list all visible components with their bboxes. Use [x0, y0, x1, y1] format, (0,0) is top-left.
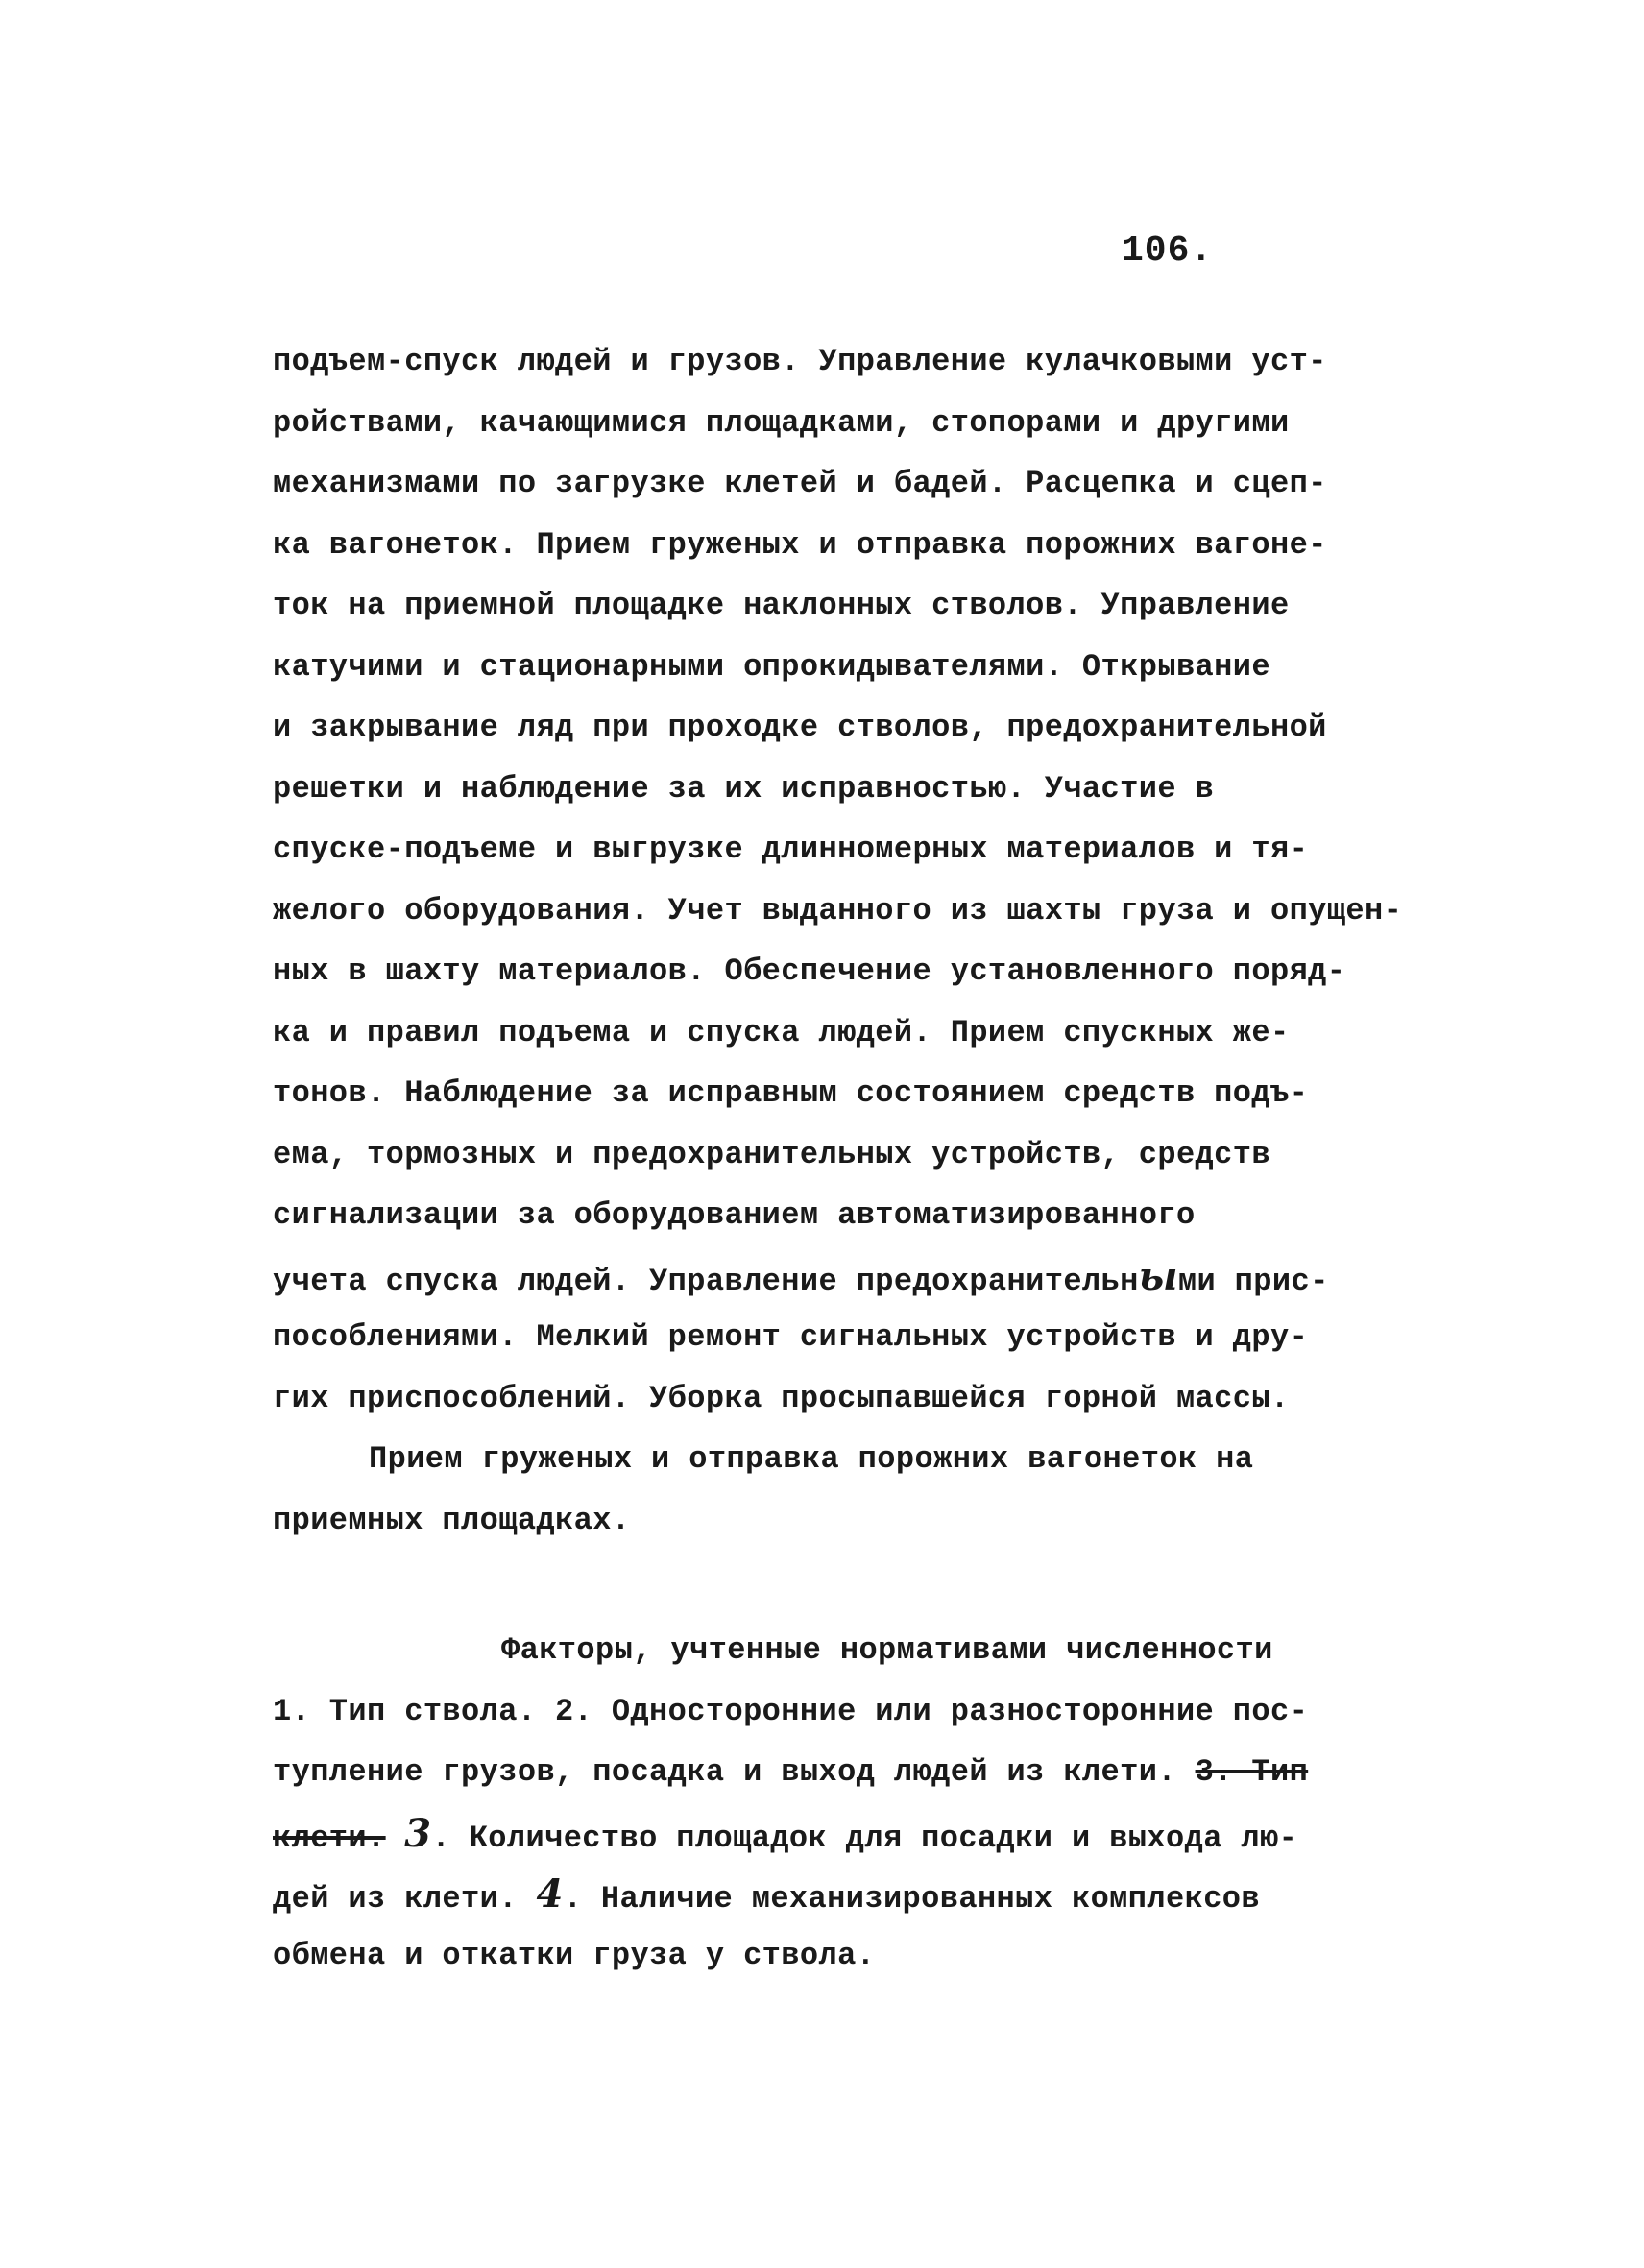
text-line: решетки и наблюдение за их исправностью. Участие в	[273, 770, 1215, 807]
text-fragment: дей из клети.	[273, 1881, 537, 1917]
factor-line	[273, 1864, 1425, 1925]
text-fragment: учета спуска людей. Управление предохранительн	[273, 1263, 1139, 1299]
factor-line	[273, 1803, 1425, 1865]
handwritten-number: 3	[404, 1810, 432, 1856]
text-fragment: . Наличие механизированных комплексов	[563, 1881, 1261, 1917]
factor-line: обмена и откатки груза у ствола.	[273, 1937, 876, 1973]
main-text	[273, 331, 1425, 1986]
text-line: ка и правил подъема и спуска людей. Прием спускных же-	[273, 1014, 1290, 1050]
struck-out-text: клети.	[273, 1820, 386, 1856]
page-number: 106.	[1122, 230, 1214, 272]
text-line: ройствами, качающимися площадками, стопорами и другими	[273, 404, 1290, 441]
struck-out-text: 3. Тип	[1195, 1754, 1309, 1790]
text-line: пособлениями. Мелкий ремонт сигнальных устройств и дру-	[273, 1319, 1309, 1355]
text-fragment: тупление грузов, посадка и выход людей из клети.	[273, 1754, 1196, 1790]
text-line: гих приспособлений. Уборка просыпавшейся горной массы.	[273, 1380, 1290, 1416]
text-fragment: ми прис-	[1177, 1263, 1329, 1299]
text-line: сигнализации за оборудованием автоматизированного	[273, 1197, 1196, 1233]
text-line: катучими и стационарными опрокидывателями. Открывание	[273, 648, 1270, 685]
text-fragment: . Количество площадок для посадки и выхода лю-	[431, 1820, 1298, 1856]
factor-line	[273, 1742, 1425, 1803]
text-line: ка вагонеток. Прием груженых и отправка порожних вагоне-	[273, 526, 1327, 563]
text-line: желого оборудования. Учет выданного из шахты груза и опущен-	[273, 892, 1403, 929]
text-line: тонов. Наблюдение за исправным состоянием средств подъ-	[273, 1075, 1309, 1111]
text-line: подъем-спуск людей и грузов. Управление кулачковыми уст-	[273, 344, 1327, 379]
factors-heading: Факторы, учтенные нормативами численности	[501, 1632, 1273, 1668]
factor-line: 1. Тип ствола. 2. Односторонние или разносторонние пос-	[273, 1693, 1309, 1729]
text-line: ных в шахту материалов. Обеспечение установленного поряд-	[273, 953, 1346, 989]
text-line: ток на приемной площадке наклонных стволов. Управление	[273, 588, 1290, 623]
text-line: ема, тормозных и предохранительных устройств, средств	[273, 1136, 1270, 1172]
paragraph-first-line: Прием груженых и отправка порожних вагонеток на	[369, 1441, 1254, 1477]
text-line: и закрывание ляд при проходке стволов, предохранительной	[273, 710, 1327, 745]
text-line-with-handwritten-correction	[273, 1246, 1425, 1308]
handwritten-correction: ы	[1138, 1253, 1178, 1299]
text-line: приемных площадках.	[273, 1502, 631, 1538]
text-line: механизмами по загрузке клетей и бадей. Расцепка и сцеп-	[273, 466, 1327, 501]
section-gap	[273, 1551, 1425, 1620]
text-line: спуске-подъеме и выгрузке длинномерных материалов и тя-	[273, 832, 1309, 867]
handwritten-number: 4	[536, 1871, 564, 1917]
